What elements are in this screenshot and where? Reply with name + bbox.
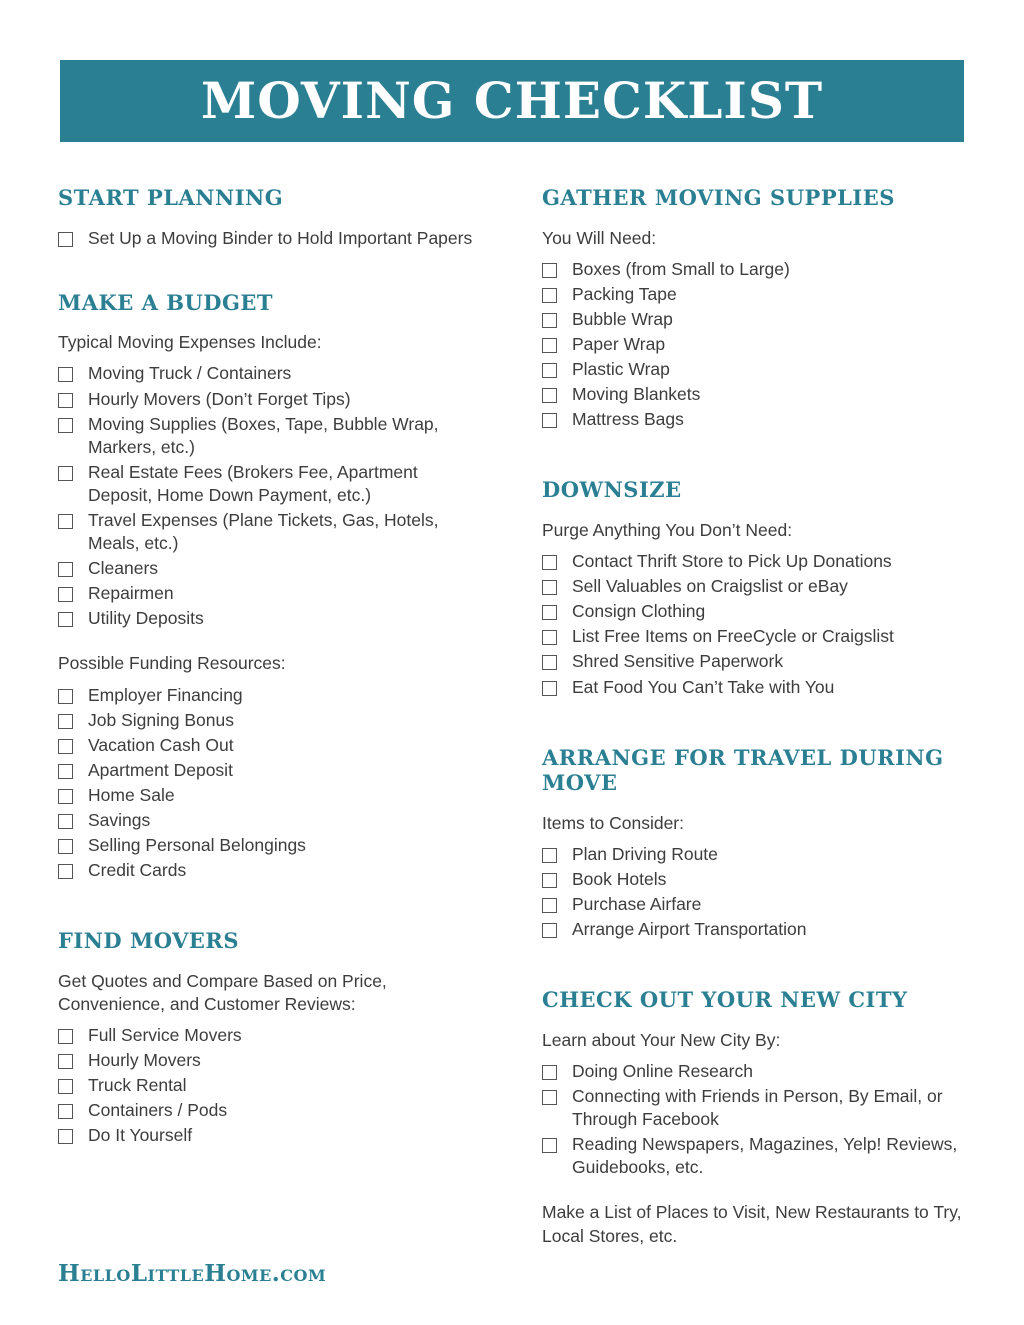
checkbox-icon[interactable] xyxy=(542,338,557,353)
checkbox-icon[interactable] xyxy=(542,263,557,278)
checkbox-icon[interactable] xyxy=(58,839,73,854)
section-note: Make a List of Places to Visit, New Restaurants to Try, Local Stores, etc. xyxy=(542,1202,962,1246)
checklist xyxy=(58,1024,482,1147)
section-intro: Learn about Your New City By: xyxy=(542,1029,781,1050)
checkbox-icon[interactable] xyxy=(58,393,73,408)
list-item[interactable] xyxy=(58,362,482,385)
section-title: GATHER MOVING SUPPLIES xyxy=(542,185,895,210)
section-intro: You Will Need: xyxy=(542,227,657,248)
section-check-out-your-new-city xyxy=(542,987,972,1247)
list-item[interactable] xyxy=(542,358,972,381)
list-item-label: List Free Items on FreeCycle or Craigslist xyxy=(572,626,894,647)
list-item-label: Apartment Deposit xyxy=(88,759,233,780)
checkbox-icon[interactable] xyxy=(542,288,557,303)
checkbox-icon[interactable] xyxy=(58,232,73,247)
checkbox-icon[interactable] xyxy=(58,612,73,627)
checkbox-icon[interactable] xyxy=(542,873,557,888)
list-item-label: Hourly Movers (Don’t Forget Tips) xyxy=(88,388,351,409)
checkbox-icon[interactable] xyxy=(58,587,73,602)
list-item-label: Eat Food You Can’t Take with You xyxy=(572,676,835,697)
checkbox-icon[interactable] xyxy=(58,789,73,804)
checkbox-icon[interactable] xyxy=(542,580,557,595)
section-title: ARRANGE FOR TRAVEL DURING MOVE xyxy=(542,744,944,796)
list-item[interactable] xyxy=(58,709,482,732)
list-item-label: Moving Supplies (Boxes, Tape, Bubble Wrap, Markers, etc.) xyxy=(88,413,439,457)
list-item-label: Mattress Bags xyxy=(572,409,684,430)
checkbox-icon[interactable] xyxy=(58,814,73,829)
checkbox-icon[interactable] xyxy=(542,681,557,696)
list-item[interactable] xyxy=(58,582,482,605)
list-item-label: Reading Newspapers, Magazines, Yelp! Reviews, Guidebooks, etc. xyxy=(572,1134,958,1178)
checklist xyxy=(58,362,482,630)
checkbox-icon[interactable] xyxy=(542,848,557,863)
section-intro-secondary: Possible Funding Resources: xyxy=(58,653,286,674)
list-item[interactable] xyxy=(58,227,482,250)
checkbox-icon[interactable] xyxy=(58,764,73,779)
list-item-label: Plastic Wrap xyxy=(572,359,670,380)
list-item-label: Utility Deposits xyxy=(88,608,204,629)
list-item[interactable] xyxy=(542,1060,972,1083)
list-item[interactable] xyxy=(58,557,482,580)
list-item-label: Contact Thrift Store to Pick Up Donations xyxy=(572,551,892,572)
list-item-label: Moving Blankets xyxy=(572,384,701,405)
checkbox-icon[interactable] xyxy=(542,363,557,378)
checkbox-icon[interactable] xyxy=(58,418,73,433)
list-item[interactable] xyxy=(58,388,482,411)
list-item[interactable] xyxy=(542,625,972,648)
right-column xyxy=(512,185,972,1274)
checkbox-icon[interactable] xyxy=(58,864,73,879)
list-item-label: Selling Personal Belongings xyxy=(88,835,306,856)
section-title: MAKE A BUDGET xyxy=(58,289,274,315)
list-item[interactable] xyxy=(542,1085,972,1131)
section-intro: Purge Anything You Don’t Need: xyxy=(542,519,793,540)
section-title: DOWNSIZE xyxy=(542,477,682,503)
list-item[interactable] xyxy=(58,759,482,782)
list-item[interactable] xyxy=(58,1124,482,1147)
checkbox-icon[interactable] xyxy=(542,898,557,913)
section-title: FIND MOVERS xyxy=(58,928,240,954)
list-item[interactable] xyxy=(542,550,972,573)
section-intro: Get Quotes and Compare Based on Price, Convenience, and Customer Reviews: xyxy=(58,970,387,1014)
list-item-label: Containers / Pods xyxy=(88,1100,228,1121)
list-item[interactable] xyxy=(58,859,482,882)
checkbox-icon[interactable] xyxy=(542,313,557,328)
list-item[interactable] xyxy=(542,893,972,916)
list-item-label: Credit Cards xyxy=(88,860,187,881)
list-item-label: Real Estate Fees (Brokers Fee, Apartment Deposit, Home Down Payment, etc.) xyxy=(88,461,418,505)
list-item[interactable] xyxy=(58,809,482,832)
checkbox-icon[interactable] xyxy=(542,923,557,938)
list-item[interactable] xyxy=(542,258,972,281)
list-item[interactable] xyxy=(58,834,482,857)
list-item-label: Set Up a Moving Binder to Hold Important Papers xyxy=(88,227,473,248)
section-gather-moving-supplies xyxy=(542,185,972,431)
list-item[interactable] xyxy=(542,1133,972,1179)
list-item-label: Savings xyxy=(88,810,151,830)
section-find-movers xyxy=(58,928,482,1147)
title-banner xyxy=(60,60,964,142)
checkbox-icon[interactable] xyxy=(58,514,73,529)
list-item[interactable] xyxy=(58,413,482,459)
list-item[interactable] xyxy=(542,918,972,941)
list-item-label: Arrange Airport Transportation xyxy=(572,919,807,940)
list-item-label: Repairmen xyxy=(88,583,174,604)
section-downsize xyxy=(542,477,972,698)
list-item[interactable] xyxy=(58,461,482,507)
left-column xyxy=(52,185,512,1274)
checkbox-icon[interactable] xyxy=(542,655,557,670)
list-item[interactable] xyxy=(542,408,972,431)
checkbox-icon[interactable] xyxy=(58,367,73,382)
list-item-label: Travel Expenses (Plane Tickets, Gas, Hotels, Meals, etc.) xyxy=(88,509,439,554)
checklist xyxy=(542,550,972,699)
checklist xyxy=(542,258,972,432)
section-arrange-for-travel xyxy=(542,745,972,942)
list-item-label: Full Service Movers xyxy=(88,1025,242,1046)
checkbox-icon[interactable] xyxy=(58,714,73,729)
checklist xyxy=(58,227,482,250)
list-item-label: Sell Valuables on Craigslist or eBay xyxy=(572,576,848,597)
checkbox-icon[interactable] xyxy=(542,555,557,570)
list-item-label: Home Sale xyxy=(88,784,175,805)
list-item[interactable] xyxy=(542,283,972,306)
list-item-label: Connecting with Friends in Person, By Email, or Through Facebook xyxy=(572,1086,943,1130)
list-item-label: Consign Clothing xyxy=(572,601,706,622)
checkbox-icon[interactable] xyxy=(542,1138,557,1153)
list-item[interactable] xyxy=(542,575,972,598)
checkbox-icon[interactable] xyxy=(542,413,557,428)
checkbox-icon[interactable] xyxy=(542,1090,557,1105)
list-item[interactable] xyxy=(58,607,482,630)
checkbox-icon[interactable] xyxy=(58,1079,73,1094)
list-item-label: Do It Yourself xyxy=(88,1125,193,1146)
checkbox-icon[interactable] xyxy=(58,562,73,577)
list-item[interactable] xyxy=(58,734,482,757)
section-start-planning xyxy=(58,185,482,250)
list-item-label: Truck Rental xyxy=(88,1075,187,1096)
checkbox-icon[interactable] xyxy=(542,388,557,403)
list-item-label: Moving Truck / Containers xyxy=(88,363,292,384)
section-title: START PLANNING xyxy=(58,185,284,210)
list-item-label: Doing Online Research xyxy=(572,1061,753,1082)
list-item[interactable] xyxy=(58,784,482,807)
list-item[interactable] xyxy=(542,676,972,699)
checkbox-icon[interactable] xyxy=(542,630,557,645)
checkbox-icon[interactable] xyxy=(58,466,73,481)
checklist xyxy=(58,684,482,883)
list-item[interactable] xyxy=(542,333,972,356)
list-item-label: Plan Driving Route xyxy=(572,843,718,864)
list-item-label: Shred Sensitive Paperwork xyxy=(572,651,784,672)
list-item[interactable] xyxy=(58,509,482,555)
checkbox-icon[interactable] xyxy=(58,739,73,754)
list-item[interactable] xyxy=(542,383,972,406)
checklist xyxy=(542,1060,972,1179)
site-footer[interactable]: HelloLittleHome.com xyxy=(58,1260,327,1287)
list-item-label: Bubble Wrap xyxy=(572,308,673,329)
list-item-label: Packing Tape xyxy=(572,283,677,304)
list-item-label: Book Hotels xyxy=(572,869,667,890)
list-item[interactable] xyxy=(542,868,972,891)
list-item-label: Job Signing Bonus xyxy=(88,709,234,730)
list-item-label: Boxes (from Small to Large) xyxy=(572,258,790,279)
list-item-label: Employer Financing xyxy=(88,684,243,705)
content-columns xyxy=(0,185,1024,1274)
list-item-label: Cleaners xyxy=(88,558,159,579)
list-item[interactable] xyxy=(58,1049,482,1072)
list-item[interactable] xyxy=(542,308,972,331)
checkbox-icon[interactable] xyxy=(58,1029,73,1044)
checkbox-icon[interactable] xyxy=(58,1104,73,1119)
page-title: MOVING CHECKLIST xyxy=(200,71,824,130)
checkbox-icon[interactable] xyxy=(58,689,73,704)
list-item[interactable] xyxy=(58,684,482,707)
checklist xyxy=(542,843,972,941)
section-intro: Items to Consider: xyxy=(542,812,684,833)
list-item[interactable] xyxy=(542,600,972,623)
section-make-a-budget xyxy=(58,290,482,883)
list-item[interactable] xyxy=(58,1074,482,1097)
section-intro: Typical Moving Expenses Include: xyxy=(58,332,322,353)
list-item[interactable] xyxy=(58,1099,482,1122)
list-item-label: Paper Wrap xyxy=(572,333,666,354)
list-item[interactable] xyxy=(58,1024,482,1047)
list-item[interactable] xyxy=(542,843,972,866)
list-item[interactable] xyxy=(542,650,972,673)
checkbox-icon[interactable] xyxy=(58,1054,73,1069)
section-title: CHECK OUT YOUR NEW CITY xyxy=(542,987,908,1013)
checkbox-icon[interactable] xyxy=(58,1129,73,1144)
list-item-label: Vacation Cash Out xyxy=(88,734,234,755)
checkbox-icon[interactable] xyxy=(542,605,557,620)
list-item-label: Purchase Airfare xyxy=(572,894,702,915)
checkbox-icon[interactable] xyxy=(542,1065,557,1080)
list-item-label: Hourly Movers xyxy=(88,1050,201,1071)
